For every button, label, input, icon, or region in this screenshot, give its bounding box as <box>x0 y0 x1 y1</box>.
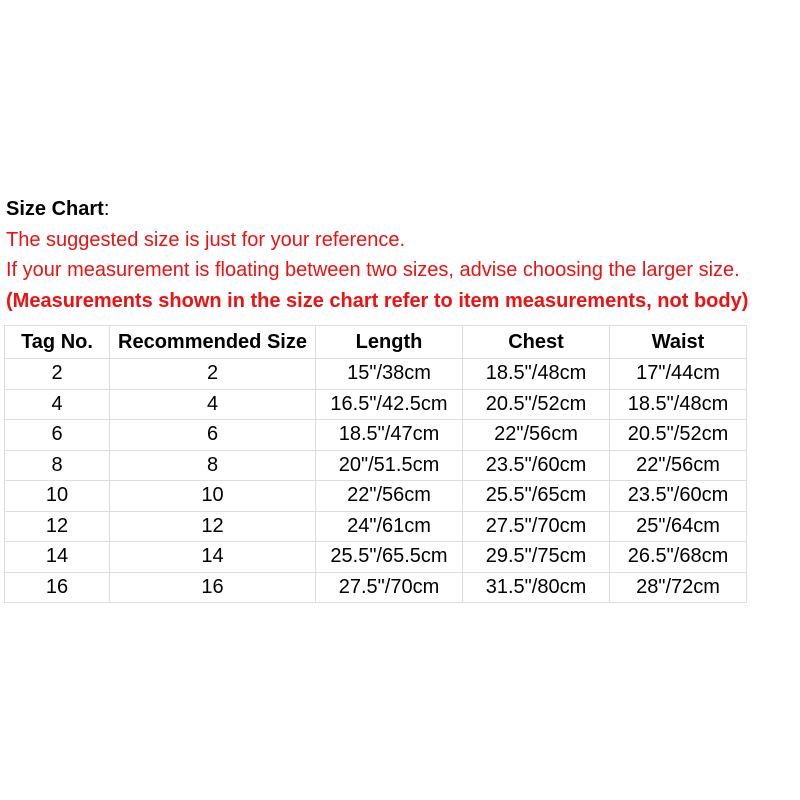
table-row <box>5 420 747 451</box>
table-row <box>5 359 747 390</box>
cell-chest: 22"/56cm <box>463 420 610 451</box>
header-tag-no: Tag No. <box>5 326 110 359</box>
cell-tag-no: 8 <box>5 450 110 481</box>
cell-waist: 23.5"/60cm <box>610 481 747 512</box>
cell-chest: 31.5"/80cm <box>463 572 610 603</box>
cell-recommended-size: 10 <box>110 481 316 512</box>
cell-tag-no: 16 <box>5 572 110 603</box>
cell-tag-no: 12 <box>5 511 110 542</box>
cell-tag-no: 2 <box>5 359 110 390</box>
cell-length: 15"/38cm <box>316 359 463 390</box>
table-row <box>5 511 747 542</box>
size-chart-title-line <box>6 194 798 225</box>
table-header-row <box>5 326 747 359</box>
cell-tag-no: 14 <box>5 542 110 573</box>
cell-chest: 29.5"/75cm <box>463 542 610 573</box>
size-chart-title: Size Chart <box>6 198 104 220</box>
header-length: Length <box>316 326 463 359</box>
cell-tag-no: 10 <box>5 481 110 512</box>
table-row <box>5 450 747 481</box>
cell-waist: 25"/64cm <box>610 511 747 542</box>
cell-tag-no: 4 <box>5 389 110 420</box>
cell-length: 16.5"/42.5cm <box>316 389 463 420</box>
cell-recommended-size: 4 <box>110 389 316 420</box>
larger-size-note: If your measurement is floating between two sizes, advise choosing the larger size. <box>6 259 740 281</box>
cell-length: 27.5"/70cm <box>316 572 463 603</box>
cell-chest: 27.5"/70cm <box>463 511 610 542</box>
cell-chest: 20.5"/52cm <box>463 389 610 420</box>
cell-recommended-size: 12 <box>110 511 316 542</box>
cell-recommended-size: 6 <box>110 420 316 451</box>
cell-chest: 23.5"/60cm <box>463 450 610 481</box>
cell-waist: 20.5"/52cm <box>610 420 747 451</box>
cell-waist: 22"/56cm <box>610 450 747 481</box>
cell-chest: 18.5"/48cm <box>463 359 610 390</box>
cell-length: 25.5"/65.5cm <box>316 542 463 573</box>
title-colon: : <box>103 198 110 220</box>
cell-length: 22"/56cm <box>316 481 463 512</box>
cell-length: 20"/51.5cm <box>316 450 463 481</box>
size-table <box>4 325 747 603</box>
cell-length: 24"/61cm <box>316 511 463 542</box>
cell-waist: 26.5"/68cm <box>610 542 747 573</box>
cell-waist: 17"/44cm <box>610 359 747 390</box>
cell-waist: 18.5"/48cm <box>610 389 747 420</box>
header-chest: Chest <box>463 326 610 359</box>
cell-recommended-size: 16 <box>110 572 316 603</box>
table-row <box>5 542 747 573</box>
table-row <box>5 389 747 420</box>
cell-recommended-size: 2 <box>110 359 316 390</box>
size-chart-header <box>6 194 798 316</box>
cell-waist: 28"/72cm <box>610 572 747 603</box>
cell-recommended-size: 8 <box>110 450 316 481</box>
table-row <box>5 481 747 512</box>
measurement-note: (Measurements shown in the size chart refer to item measurements, not body) <box>6 289 749 312</box>
reference-note: The suggested size is just for your reference. <box>6 228 406 251</box>
cell-tag-no: 6 <box>5 420 110 451</box>
cell-recommended-size: 14 <box>110 542 316 573</box>
cell-length: 18.5"/47cm <box>316 420 463 451</box>
table-row <box>5 572 747 603</box>
header-waist: Waist <box>610 326 747 359</box>
cell-chest: 25.5"/65cm <box>463 481 610 512</box>
header-recommended-size: Recommended Size <box>110 326 316 359</box>
